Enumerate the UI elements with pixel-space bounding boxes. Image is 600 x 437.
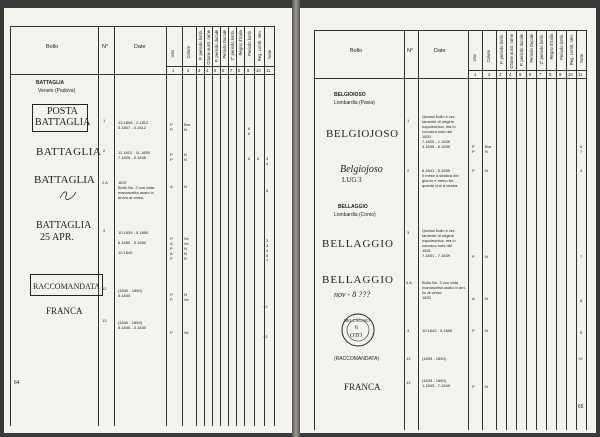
col-regno: 2° periodo lomb.: [539, 34, 544, 65]
col-date: Date: [434, 48, 446, 54]
row-uso: P P: [170, 152, 173, 162]
row-no: 1: [407, 118, 410, 123]
col-reg-lomb-ven: Reg. Lomb. Ven.: [569, 34, 574, 66]
battaglia-stamp-2: BATTAGLIA: [36, 146, 102, 158]
col-num: 11: [578, 72, 583, 77]
col-periodo-ducale-2: Periodo Ducale: [529, 34, 534, 63]
col-colore: Colore: [486, 50, 491, 63]
row-uso: A: [472, 296, 475, 301]
row-no: 2: [407, 168, 410, 173]
right-page: [300, 8, 596, 433]
col-num: 1: [172, 68, 175, 73]
col-num: 5: [214, 68, 217, 73]
bellaggio-manuscript: nov - 8 ???: [334, 290, 371, 299]
col-no: N°: [102, 44, 109, 50]
row-uso: P: [472, 384, 475, 389]
col-reg-lomb-ven: Reg. Lomb. Ven.: [257, 30, 262, 62]
col-periodo-ducale: P. periodo ducale: [519, 34, 524, 67]
row-v11: 7: [580, 254, 583, 259]
row-no: 3: [407, 230, 410, 235]
col-num: 3: [499, 72, 502, 77]
col-note: Note: [267, 50, 272, 59]
raccomandata-label: (RACCOMANDATA): [334, 356, 380, 362]
row-colore: N N: [184, 152, 187, 162]
raccomandata-stamp-frame: [30, 274, 103, 296]
row-v10: 6: [266, 188, 269, 193]
col-num: 3: [198, 68, 201, 73]
town-name: BELLAGGIO: [338, 204, 368, 210]
seal-top-text: BELLAGGIO: [344, 318, 370, 323]
row-no: 12: [102, 286, 107, 291]
row-uso: P: [472, 254, 475, 259]
row-no: 13: [102, 318, 107, 323]
row-colore: N: [485, 296, 488, 301]
posta-stamp-frame: [32, 104, 91, 132]
row-no: 2 A: [102, 180, 108, 185]
col-no: N°: [407, 48, 414, 54]
franca-stamp: FRANCA: [46, 306, 83, 316]
bellaggio-stamp-2: BELLAGGIO: [322, 274, 394, 286]
row-no: 3 A: [406, 280, 412, 285]
row-v11: 6 7: [580, 144, 583, 154]
row-date: 11.1812 - 11.1830 7.1826 - 5.1836: [118, 150, 150, 160]
row-colore: N: [184, 184, 187, 189]
row-v10: 3 3 4 5 7: [266, 238, 269, 263]
row-v11: 8: [580, 298, 583, 303]
col-num: 7: [230, 68, 233, 73]
row-no: 1: [103, 118, 106, 123]
row-uso: P A P A P: [170, 236, 173, 261]
franca-stamp: FRANCA: [344, 382, 381, 392]
row-uso: P: [472, 168, 475, 173]
col-periodo-1: P. periodo lomb.: [499, 34, 504, 64]
row-uso: P P: [170, 292, 173, 302]
col-num: 9: [559, 72, 562, 77]
col-num: 2: [187, 68, 190, 73]
col-num: 8: [238, 68, 241, 73]
row-colore: N: [485, 328, 488, 333]
row-colore: N Ve: [184, 292, 189, 302]
row-no: 13: [406, 356, 411, 361]
col-ottone: Ottone austr. rame: [509, 34, 514, 69]
bellaggio-stamp: BELLAGGIO: [322, 238, 394, 250]
town-name: BELGIOIOSO: [334, 92, 366, 98]
region-name: Lombardia (Como): [334, 212, 376, 218]
row-date: (1840 - 1850) 5.1840: [118, 288, 143, 298]
col-periodo-lomb: Periodo lomb.: [247, 30, 252, 56]
battaglia-stamp-3: BATTAGLIA: [34, 174, 95, 186]
col-periodo-ducale-2: Periodo Ducale: [222, 30, 227, 59]
col-num: 6: [529, 72, 532, 77]
col-uso: Uso: [472, 54, 477, 62]
left-page: [4, 8, 292, 433]
col-num: 9: [247, 68, 250, 73]
belgiojoso-script-stamp: Belgiojoso: [340, 164, 383, 175]
town-name: BATTAGLIA: [36, 80, 65, 86]
col-bollo: Bollo: [46, 44, 59, 50]
col-periodo-lomb: Periodo lomb.: [559, 34, 564, 60]
row-date: 13.1806 - 2.1812 5.1807 - 4.1812: [118, 120, 149, 130]
row-date: 8.1841 - 5.1859 Il mese a sinistra del giorno è meno fre- quente che a destra.: [422, 168, 459, 188]
col-num: 10: [256, 68, 261, 73]
row-no: 3: [103, 228, 106, 233]
row-colore: Ve: [184, 330, 189, 335]
col-regno: 2° periodo lomb.: [230, 30, 235, 61]
row-uso: P P: [472, 144, 475, 154]
date-stamp-line: 25 APR.: [40, 232, 74, 243]
row-colore: N: [485, 168, 488, 173]
row-date: (1839 - 1850): [422, 356, 447, 361]
col-ottone: Ottone austr. rame: [206, 30, 211, 65]
posta-stamp-text: POSTA: [47, 106, 78, 117]
row-date: (1840 - 1850) 8.1840 - 3.1840: [118, 320, 147, 330]
row-uso: P P: [170, 122, 173, 132]
battaglia-stamp-text: BATTAGLIA: [35, 117, 91, 128]
row-v9: 6 6: [248, 126, 251, 136]
row-date: Questo bollo è cer- tamente di origine napoleonica, ma lo conosco solo dal 1820 7.1820 - 1.1835 3.1835 - 8.1839: [422, 114, 456, 149]
col-regno-italia: Regno d'Italia: [238, 30, 243, 56]
col-uso: Uso: [170, 50, 175, 58]
row-date: 1837 Bollo No. 2 con data manoscritta usato in arrivo al verso.: [118, 180, 155, 200]
col-date: Date: [134, 44, 146, 50]
row-uso: A: [170, 184, 173, 189]
row-v9: 6: [257, 156, 260, 161]
manuscript-mark-icon: [58, 188, 78, 202]
row-colore: Ve Ve N N R: [184, 236, 189, 261]
row-date: Questo bollo è cer- tamente di origine napoleonica, ma lo conosco solo dal 1831. 7.1831 - 7.1839: [422, 228, 456, 258]
seal-bottom-text: OTO: [350, 333, 363, 339]
row-v11: 5: [580, 330, 583, 335]
seal-mid-text: 6: [355, 325, 358, 331]
row-no: 3: [407, 328, 410, 333]
row-colore: Bra N: [485, 144, 492, 154]
row-date: 10.1842 - 5.1850: [422, 328, 453, 333]
row-v11: 4: [580, 168, 583, 173]
col-num: 7: [539, 72, 542, 77]
col-periodo-1: P. periodo lomb.: [198, 30, 203, 60]
raccomandata-stamp: RACCOMANDATA: [33, 282, 100, 291]
col-num: 2: [488, 72, 491, 77]
row-colore: Bra N: [184, 122, 191, 132]
row-v10: 3 4: [266, 156, 269, 166]
row-colore: N: [485, 254, 488, 259]
row-date: Bollo No. 3 con data manoscritta usato in arri- vo al verso. 1830: [422, 280, 467, 300]
row-uso: P: [472, 328, 475, 333]
belgiojoso-stamp: BELGIOJOSO: [326, 128, 399, 140]
book-gutter: [292, 0, 300, 437]
region-name: Veneto (Padova): [38, 88, 76, 94]
col-num: 8: [549, 72, 552, 77]
col-num: 6: [222, 68, 225, 73]
page-number: 65: [578, 404, 584, 410]
col-num: 10: [568, 72, 573, 77]
row-date: 10.1839 - 5.1850 6.1850 - 5.1850 10.1845: [118, 230, 149, 255]
col-num: 4: [206, 68, 209, 73]
battaglia-date-stamp: BATTAGLIA: [36, 220, 92, 231]
row-uso: P: [170, 330, 173, 335]
row-colore: N: [485, 384, 488, 389]
col-num: 11: [266, 68, 271, 73]
col-num: 1: [474, 72, 477, 77]
row-v8: 6: [248, 156, 251, 161]
col-periodo-ducale: P. periodo ducale: [214, 30, 219, 63]
col-colore: Colore: [186, 46, 191, 59]
row-date: (1839 - 1850) 1.1843 - 7.1849: [422, 378, 451, 388]
col-regno-italia: Regno d'Italia: [549, 34, 554, 60]
row-v10: +2: [263, 304, 268, 309]
region-name: Lombardia (Pavia): [334, 100, 375, 106]
row-no: 13: [406, 380, 411, 385]
row-v11: +2: [578, 356, 583, 361]
col-note: Note: [579, 54, 584, 63]
row-no: 2: [103, 148, 106, 153]
row-v10: +2: [263, 334, 268, 339]
belgiojoso-date-stamp: LUG 3: [342, 176, 362, 184]
col-num: 5: [519, 72, 522, 77]
col-num: 4: [509, 72, 512, 77]
page-number: 64: [14, 380, 20, 386]
col-bollo: Bollo: [350, 48, 363, 54]
